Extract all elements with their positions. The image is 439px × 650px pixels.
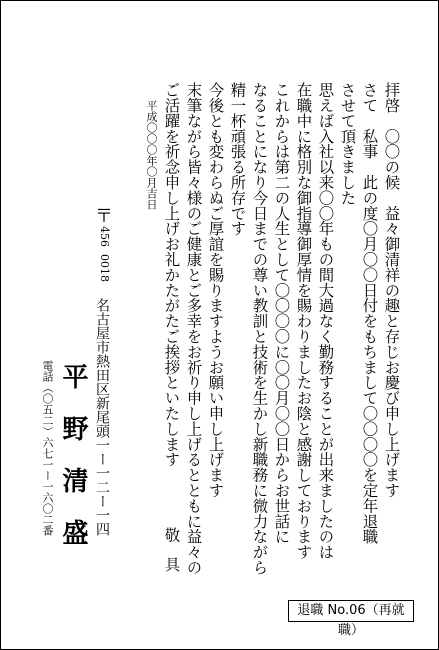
letter-line-9: 今後とも変わらぬご厚誼を賜りますようお願い申し上げます — [206, 82, 225, 498]
letter-line-10: 末筆ながら皆々様のご健康とご多幸をお祈り申し上げるとともに益々の — [184, 82, 203, 575]
sender-phone: 電話（〇五二）六七一ー一六〇二番 — [41, 360, 54, 536]
sender-address: 名古屋市熱田区新尾頭一ー一二ー一四 — [94, 298, 110, 536]
sender-name: 平 野 清 盛 — [58, 363, 88, 545]
letter-line-3: させて頂きました — [338, 82, 357, 206]
letter-line-5: 在職中に格別な御指導御厚情を賜わりましたお陰と感謝しております — [294, 82, 313, 560]
postal-code-part-1: 456 — [98, 226, 111, 247]
postal-mark: 〒 — [95, 206, 113, 227]
date: 平成〇〇〇年〇月吉日 — [145, 100, 158, 210]
letter-line-6: これからは第二の人生として〇〇〇〇に〇〇月〇〇日からお世話に — [272, 82, 291, 544]
letter-line-4: 思えば入社以来〇〇年もの間大過なく勤務することが出来ましたのは — [316, 82, 335, 560]
letter-line-2: さて 私事 此の度〇月〇〇日付をもちまして〇〇〇〇を定年退職 — [360, 82, 379, 544]
template-badge: 退職 No.06（再就職） — [288, 600, 414, 622]
postal-code — [93, 200, 117, 282]
postal-code-part-2: 0018 — [98, 254, 111, 282]
letter-line-1: 拝啓 〇〇の候 益々御清祥の趣と存じお慶び申し上げます — [382, 82, 401, 498]
letter-line-8: 精一杯頑張る所存です — [228, 82, 247, 236]
letter-line-11: ご活躍を祈念申し上げお礼かたがたご挨拶といたします — [162, 82, 181, 467]
letter-line-7: なることになり今日までの尊い教訓と技術を生かし新職務に微力ながら — [250, 82, 269, 575]
closing: 敬具 — [162, 527, 181, 586]
